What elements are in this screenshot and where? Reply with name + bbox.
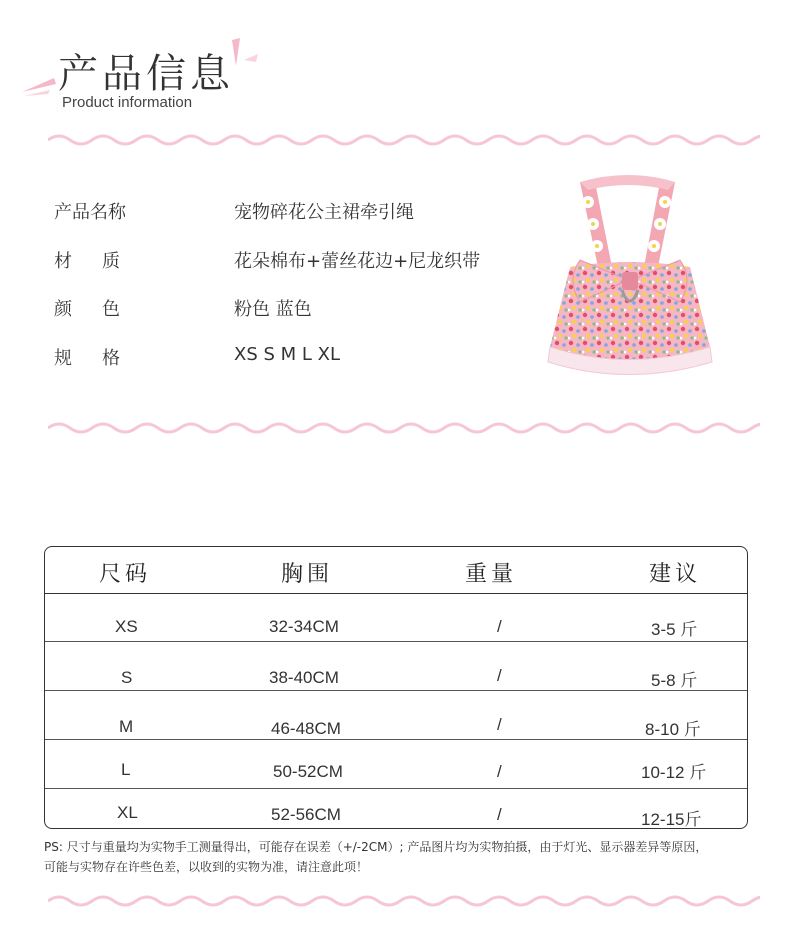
table-row (45, 789, 747, 829)
cell-suggestion: 5-8 斤 (651, 671, 698, 690)
cell-suggestion: 3-5 斤 (651, 620, 698, 639)
size-table (44, 546, 748, 829)
info-label: 产品名称 (54, 202, 126, 223)
header-chest: 胸围 (281, 562, 334, 587)
cell-size: M (119, 717, 134, 736)
cell-size: S (121, 668, 133, 687)
info-label: 颜色 (54, 299, 150, 320)
cell-chest: 52-56CM (271, 805, 341, 824)
info-value: 宠物碎花公主裙牵引绳 (234, 202, 414, 223)
product-image (540, 172, 720, 402)
pink-accent-right-icon (222, 36, 262, 72)
header-size: 尺码 (99, 562, 152, 587)
cell-chest: 50-52CM (273, 762, 343, 781)
cell-chest: 32-34CM (269, 617, 339, 636)
cell-suggestion: 12-15斤 (641, 810, 702, 829)
cell-size: XS (115, 617, 138, 636)
wave-divider-middle (48, 420, 760, 436)
table-row (45, 740, 747, 789)
info-value: 粉色 蓝色 (234, 299, 312, 320)
header-weight: 重量 (465, 562, 518, 587)
cell-size: L (121, 760, 131, 779)
cell-chest: 38-40CM (269, 668, 339, 687)
cell-suggestion: 10-12 斤 (641, 763, 707, 782)
cell-weight: / (497, 666, 502, 685)
footnote-line-1: PS: 尺寸与重量均为实物手工测量得出，可能存在误差（+/-2CM）; 产品图片均为实物拍摄，由于灯光、显示器差异等原因， (44, 840, 708, 854)
info-value: XS S M L XL (234, 344, 340, 365)
cell-weight: / (497, 617, 502, 636)
cell-size: XL (117, 803, 138, 822)
cell-weight: / (497, 762, 502, 781)
table-row (45, 642, 747, 691)
table-header (45, 547, 747, 594)
wave-divider-bottom (48, 893, 760, 909)
cell-weight: / (497, 715, 502, 734)
cell-weight: / (497, 805, 502, 824)
wave-divider-top (48, 132, 760, 148)
info-label: 规格 (54, 348, 150, 369)
cell-suggestion: 8-10 斤 (645, 720, 701, 739)
cell-chest: 46-48CM (271, 719, 341, 738)
table-row (45, 691, 747, 740)
header-suggestion: 建议 (649, 562, 702, 587)
table-row (45, 593, 747, 642)
info-label: 材质 (54, 251, 150, 272)
info-value: 花朵棉布+蕾丝花边+尼龙织带 (234, 251, 481, 272)
footnote-line-2: 可能与实物存在许些色差，以收到的实物为准，请注意此项！ (44, 860, 369, 874)
page-subtitle: Product information (62, 94, 193, 111)
pink-accent-left-icon (20, 70, 60, 100)
page-title: 产品信息 (58, 51, 234, 97)
